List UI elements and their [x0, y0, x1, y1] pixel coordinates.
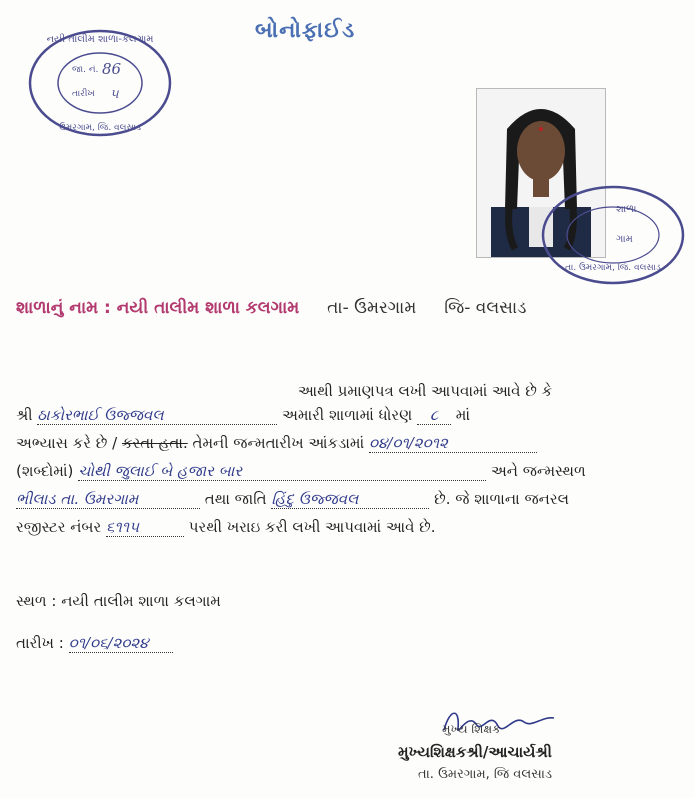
school-name-label: શાળાનું નામ : નયી તાલીમ શાળા કલગામ [16, 298, 300, 318]
school-seal [26, 28, 174, 138]
caste-value: હિંદુ ઉજ્જવલ [271, 490, 429, 509]
date-value: ૦૧/૦૬/૨૦૨૪ [69, 634, 173, 653]
school-name-line [16, 298, 526, 318]
photo-seal [538, 180, 688, 290]
register-label: રજીસ્ટર નંબર [16, 518, 102, 536]
certificate-intro: આથી પ્રમાણપત્ર લખી આપવામાં આવે છે કે [298, 382, 553, 400]
seal-number: 86 [102, 60, 122, 78]
register-text: છે. જે શાળાના જનરલ [434, 490, 569, 508]
date-label: તારીખ : [16, 634, 64, 652]
seal-date-value: ૫ [110, 87, 119, 102]
date-line [16, 634, 173, 653]
certificate-line-4 [16, 490, 569, 509]
document-title: બોનોફાઈડ [255, 18, 356, 43]
sign-location: તા. ઉમરગામ, જિ વલસાડ [418, 767, 553, 782]
school-taluka: તા- ઉમરગામ [327, 298, 417, 318]
ma-label: માં [455, 406, 471, 424]
words-label: (શબ્દોમાં) [16, 462, 74, 480]
seal-bottom-text: ઉમરગામ, જિ. વલસાડ [59, 123, 141, 133]
shri-label: શ્રી [16, 406, 33, 424]
closing-text: પરથી ખરાઇ કરી લખી આપવામાં આવે છે. [188, 518, 436, 536]
student-name: ઠાકોરભાઈ ઉજ્જવલ [37, 406, 277, 425]
birthplace-value: ભીલાડ તા. ઉમરગામ [16, 490, 200, 509]
studying-label: અભ્યાસ કરે છે / [16, 434, 118, 452]
photo-seal-line3: તા. ઉમરગામ, જિ. વલસાડ [565, 263, 661, 273]
certificate-line-5 [16, 518, 436, 537]
dob-words: ચોથી જુલાઈ બે હજાર બાર [78, 462, 486, 481]
seal-top-text: નયી તાલીમ શાળા-કલગામ [46, 34, 154, 45]
seal-number-label: જા. નં. [72, 65, 99, 75]
place-line: સ્થળ : નયી તાલીમ શાળા કલગામ [16, 592, 221, 610]
sign-title: મુખ્ય શિક્ષક [442, 722, 501, 736]
certificate-line-3 [16, 462, 586, 481]
photo-seal-line1: શાળા [616, 204, 637, 215]
signature-block [398, 700, 688, 782]
certificate-line-2 [16, 434, 537, 453]
school-district: જિ- વલસાડ [444, 298, 527, 318]
seal-date-label: તારીખ [72, 89, 95, 99]
certificate-line-1 [16, 406, 470, 425]
studied-label: કરતા હતા. [121, 434, 188, 452]
birthplace-label: અને જન્મસ્થળ [490, 462, 586, 480]
caste-label: તથા જાતિ [204, 490, 267, 508]
school-phrase: અમારી શાળામાં ધોરણ [282, 406, 413, 424]
sign-designation: મુખ્યશિક્ષકશ્રી/આચાર્યશ્રી [398, 743, 552, 761]
dob-digits: ૦૪/૦૧/૨૦૧૨ [369, 434, 537, 453]
photo-seal-line2: ગામ [616, 234, 633, 245]
register-number: ૬૧૧૫ [106, 518, 184, 537]
standard-value: ૮ [417, 406, 451, 425]
dob-label: તેમની જન્મતારીખ આંકડામાં [192, 434, 365, 452]
